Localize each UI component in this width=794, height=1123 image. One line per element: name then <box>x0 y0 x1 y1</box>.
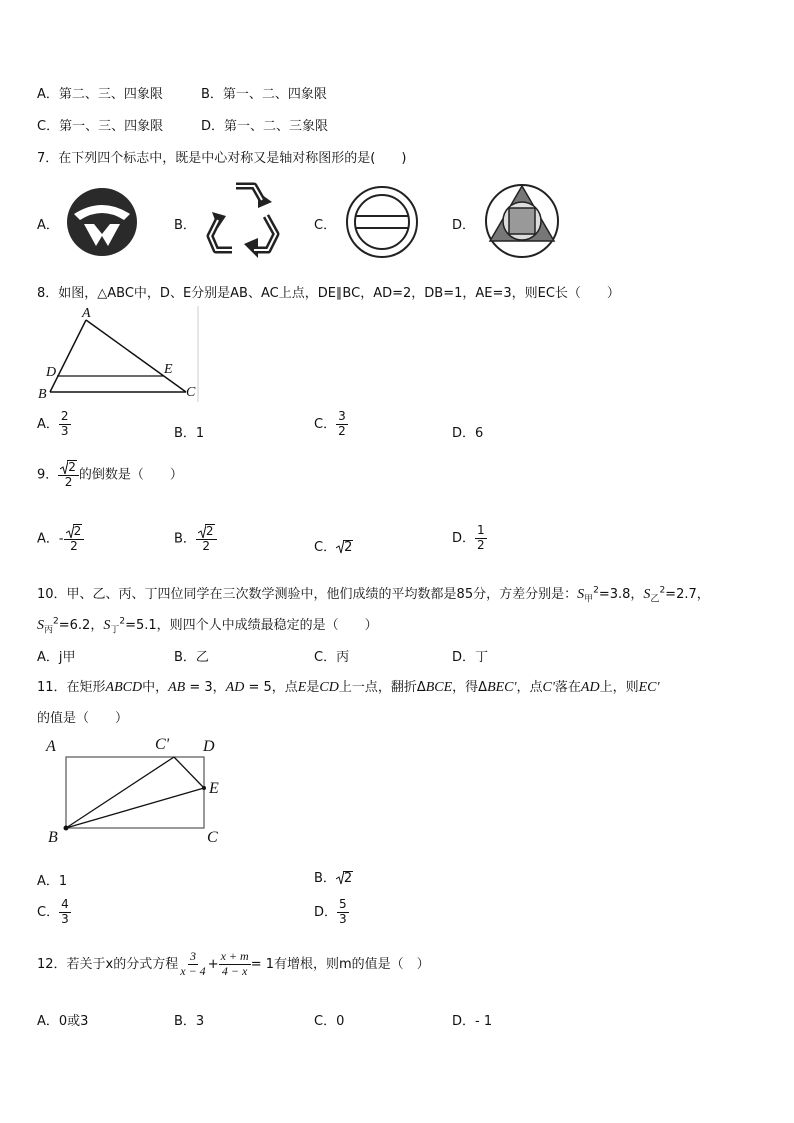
q8-c-num: 3 <box>338 409 346 423</box>
q8-option-c-label: C． <box>314 416 337 432</box>
q10-val-bing: =6.2， <box>58 618 104 633</box>
q8-a-num: 2 <box>60 409 69 423</box>
q11-text-f: ，点 <box>516 680 543 695</box>
q11-option-a: A．1 <box>37 874 68 889</box>
q10-s-jia: S <box>577 587 585 602</box>
q10-option-c: C．丙 <box>314 650 350 665</box>
q9-a-den: 2 <box>70 538 78 553</box>
q9-option-d-label: D． <box>452 530 476 546</box>
q10-option-d: D．丁 <box>452 650 489 665</box>
q12-f2-num: x + m <box>220 949 249 963</box>
q11-c-num: 4 <box>61 897 69 911</box>
q8-label-b: B <box>38 387 47 402</box>
q7-option-c-label: C． <box>314 218 337 233</box>
q12-plus: + <box>207 956 219 972</box>
q7-option-d-label: D． <box>452 218 476 233</box>
q9-prefix: 9． <box>37 467 59 483</box>
q9-option-c-label: C． <box>314 540 337 555</box>
q10-s-ding: S <box>103 618 111 633</box>
q9-stem <box>37 460 183 490</box>
q11-ab: AB <box>168 680 186 695</box>
q8-stem: 8．如图，△ABC中，D、E分别是AB、AC上点，DE∥BC，AD=2，DB=1，AE=3，则EC长（ ） <box>37 286 620 301</box>
q11-ad2: AD <box>580 680 600 695</box>
q9-a-sign: - <box>58 531 64 547</box>
q11-label-e: E <box>209 780 219 797</box>
q10-exp-jia: 2 <box>593 585 599 596</box>
q11-bce: BCE <box>425 680 453 695</box>
q10-option-a: A．j甲 <box>37 650 76 665</box>
q11-text-d: 上一点，翻折Δ <box>338 680 426 695</box>
q6-option-c: C．第一、三、四象限 <box>37 119 164 134</box>
q12-f1-den: x − 4 <box>180 963 206 978</box>
q11-option-c-label: C． <box>37 904 60 920</box>
triangle-circle-icon <box>482 181 562 261</box>
q11-option-c <box>37 898 71 927</box>
q11-d-num: 5 <box>339 897 347 911</box>
q11-cp: C' <box>542 680 555 695</box>
circle-bar-icon <box>342 184 422 260</box>
q10-exp-bing: 2 <box>53 616 59 627</box>
q11-option-d-label: D． <box>314 904 338 920</box>
q11-bec: BEC' <box>487 680 517 695</box>
q7-option-a-label: A． <box>37 218 59 233</box>
q9-option-b-label: B． <box>174 531 196 547</box>
q12-prefix: 12．若关于x的分式方程 <box>37 956 179 972</box>
q12-f1-num: 3 <box>189 949 196 963</box>
q10-sub-ding: 丁 <box>110 625 120 636</box>
q11-text-a: 11．在矩形 <box>37 680 106 695</box>
q9-d-den: 2 <box>477 537 485 552</box>
q11-text-c: 是 <box>306 680 320 695</box>
q10-option-b: B．乙 <box>174 650 209 665</box>
q10-val-jia: =3.8， <box>598 587 644 602</box>
q11-ab-val: = 3， <box>185 680 226 695</box>
q6-option-a: A．第二、三、四象限 <box>37 87 163 102</box>
q10-sub-bing: 丙 <box>44 625 54 636</box>
q8-label-a: A <box>82 306 91 321</box>
q9-b-rad: 2 <box>205 524 214 538</box>
q11-abcd: ABCD <box>105 680 143 695</box>
logo-a-icon <box>64 184 140 260</box>
q11-label-c: C <box>207 829 218 846</box>
q11-line1 <box>37 676 659 696</box>
q11-label-a: A <box>46 738 56 755</box>
q10-line2 <box>37 614 378 636</box>
q10-prefix: 10．甲、乙、丙、丁四位同学在三次数学测验中，他们成绩的平均数都是85分，方差分别是： <box>37 587 578 602</box>
q11-ad: AD <box>225 680 245 695</box>
q11-option-b <box>314 867 353 886</box>
q10-sub-yi: 乙 <box>650 594 660 605</box>
q10-val-ding: =5.1，则四个人中成绩最稳定的是（ ） <box>125 618 378 633</box>
q8-option-c <box>314 410 348 439</box>
q6-option-b: B．第一、二、四象限 <box>201 87 327 102</box>
q9-option-c <box>314 536 353 555</box>
q8-label-e: E <box>164 362 173 377</box>
q8-c-den: 2 <box>338 423 346 438</box>
q11-cd: CD <box>319 680 339 695</box>
q11-label-cprime: C' <box>155 736 170 753</box>
q9-option-b <box>174 524 217 554</box>
q8-option-d: D．6 <box>452 426 484 441</box>
q10-exp-ding: 2 <box>119 616 126 627</box>
q11-b-rad: 2 <box>343 870 353 886</box>
recycle-icon <box>202 178 288 262</box>
q8-label-d: D <box>46 365 57 380</box>
q11-label-b: B <box>48 829 58 846</box>
q11-e: E <box>297 680 307 695</box>
q9-c-rad: 2 <box>344 539 353 555</box>
q11-c-den: 3 <box>61 911 69 926</box>
q8-option-a-label: A． <box>37 416 59 432</box>
q11-text-e: ，得Δ <box>452 680 488 695</box>
q11-text-h: 上，则 <box>599 680 639 695</box>
q12-eq: = 1有增根，则m的值是（ ） <box>250 956 430 972</box>
q12-option-c: C．0 <box>314 1014 345 1029</box>
q11-text-b: 中， <box>142 680 169 695</box>
q9-b-den: 2 <box>202 538 211 553</box>
q11-label-d: D <box>203 738 215 755</box>
q9-option-a <box>37 524 84 554</box>
q11-option-d <box>314 898 349 927</box>
q8-label-c: C <box>186 385 196 400</box>
q8-option-a <box>37 410 71 439</box>
q9-a-rad: 2 <box>73 524 82 538</box>
q10-sub-jia: 甲 <box>584 594 594 605</box>
q11-ad-val: = 5，点 <box>244 680 298 695</box>
q12-option-a: A．0或3 <box>37 1014 89 1029</box>
q9-option-d <box>452 524 487 553</box>
q11-d-den: 3 <box>339 911 347 926</box>
q9-suffix: 的倒数是（ ） <box>78 467 183 483</box>
q12-option-d: D．- 1 <box>452 1014 493 1029</box>
q7-option-b-label: B． <box>174 218 196 233</box>
q10-exp-yi: 2 <box>659 585 666 596</box>
q11-option-b-label: B． <box>314 871 336 886</box>
q12-f2-den: 4 − x <box>221 963 248 978</box>
q12-stem <box>37 950 430 979</box>
q6-option-d: D．第一、二、三象限 <box>201 119 329 134</box>
q12-option-b: B．3 <box>174 1014 205 1029</box>
q10-val-yi: =2.7， <box>665 587 710 602</box>
q9-rad: 2 <box>68 460 76 474</box>
triangle-abc-figure <box>36 306 202 404</box>
q9-d-num: 1 <box>477 523 485 537</box>
q11-line2: 的值是（ ） <box>37 711 129 726</box>
q10-s-bing: S <box>37 618 44 633</box>
q7-stem: 7．在下列四个标志中，既是中心对称又是轴对称图形的是( ) <box>37 151 407 166</box>
q10-line1 <box>37 583 710 605</box>
q11-ec: EC' <box>638 680 660 695</box>
q10-s-yi: S <box>643 587 651 602</box>
q11-text-g: 落在 <box>554 680 581 695</box>
q8-a-den: 3 <box>60 423 69 438</box>
q8-option-b: B．1 <box>174 426 205 441</box>
q9-option-a-label: A． <box>37 531 59 547</box>
q9-den: 2 <box>64 474 73 489</box>
